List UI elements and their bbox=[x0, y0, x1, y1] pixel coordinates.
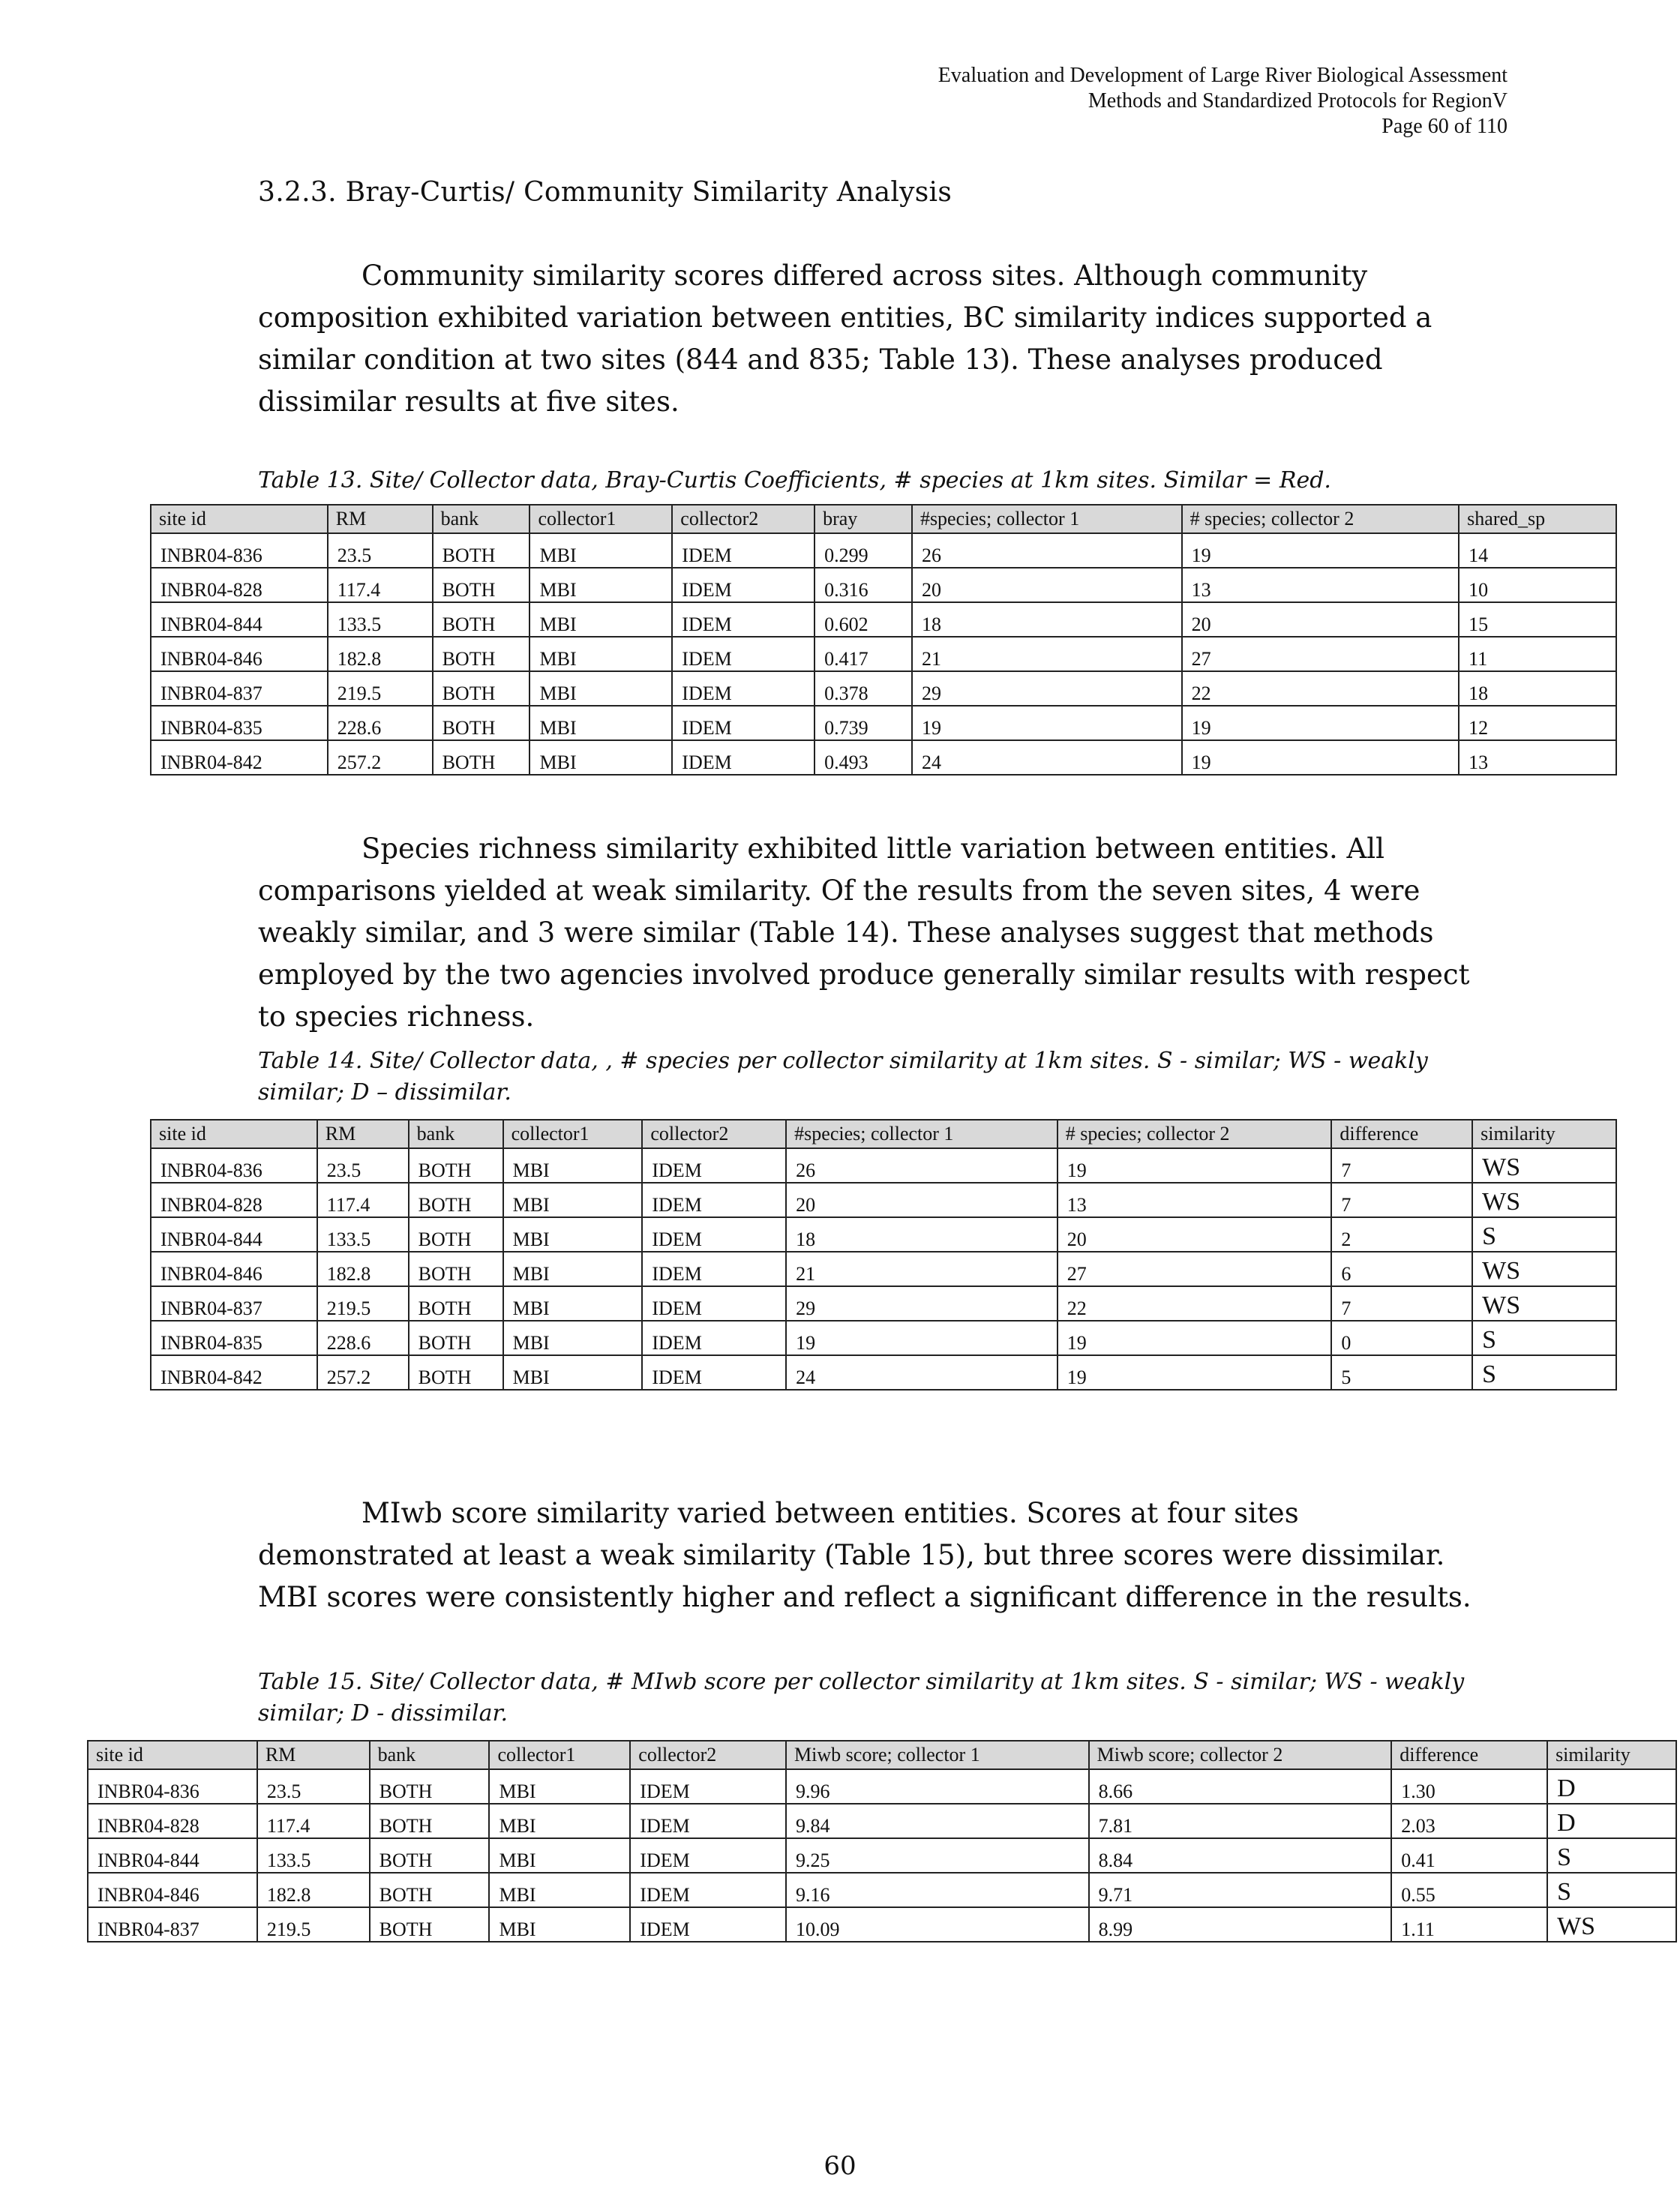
table-cell: 19 bbox=[912, 706, 1182, 740]
table-cell: 0.316 bbox=[814, 568, 912, 602]
table-header-row bbox=[151, 505, 1616, 533]
table-cell: 27 bbox=[1182, 637, 1460, 671]
table-cell: IDEM bbox=[642, 1355, 786, 1390]
table-cell: 21 bbox=[912, 637, 1182, 671]
table-cell: BOTH bbox=[370, 1838, 490, 1873]
table-cell: IDEM bbox=[672, 706, 814, 740]
table-cell: 19 bbox=[1182, 533, 1460, 568]
column-header: site id bbox=[88, 1741, 257, 1769]
table-cell: IDEM bbox=[642, 1217, 786, 1252]
table-cell: D bbox=[1547, 1769, 1676, 1804]
table-cell: INBR04-836 bbox=[151, 1148, 317, 1183]
table13-caption: Table 13. Site/ Collector data, Bray-Curtis Coefficients, # species at 1km sites. Similar = Red. bbox=[258, 467, 1331, 494]
table-cell: 219.5 bbox=[328, 671, 433, 706]
table-cell: IDEM bbox=[630, 1804, 786, 1838]
table-cell: BOTH bbox=[433, 706, 530, 740]
table-cell: IDEM bbox=[672, 740, 814, 775]
table-cell: 24 bbox=[912, 740, 1182, 775]
table-cell: 228.6 bbox=[317, 1321, 409, 1355]
table-cell: INBR04-835 bbox=[151, 706, 328, 740]
table-cell: 0.417 bbox=[814, 637, 912, 671]
table-row bbox=[151, 740, 1616, 775]
column-header: collector1 bbox=[489, 1741, 630, 1769]
table-cell: 20 bbox=[1058, 1217, 1332, 1252]
table-cell: 182.8 bbox=[257, 1873, 370, 1907]
table-cell: 0.378 bbox=[814, 671, 912, 706]
column-header: Miwb score; collector 1 bbox=[786, 1741, 1089, 1769]
column-header: RM bbox=[317, 1120, 409, 1148]
table-cell: 257.2 bbox=[328, 740, 433, 775]
table-cell: MBI bbox=[503, 1286, 643, 1321]
header-page-count: Page 60 of 110 bbox=[1382, 115, 1508, 138]
column-header: difference bbox=[1331, 1120, 1472, 1148]
table-row bbox=[88, 1907, 1676, 1942]
table-cell: MBI bbox=[530, 706, 672, 740]
table-cell: 13 bbox=[1459, 740, 1616, 775]
column-header: bank bbox=[370, 1741, 490, 1769]
table-header-row bbox=[88, 1741, 1676, 1769]
table-row bbox=[151, 1321, 1616, 1355]
column-header: difference bbox=[1391, 1741, 1547, 1769]
table-cell: S bbox=[1472, 1217, 1616, 1252]
table-cell: 117.4 bbox=[328, 568, 433, 602]
table-cell: 7 bbox=[1331, 1148, 1472, 1183]
column-header: Miwb score; collector 2 bbox=[1089, 1741, 1392, 1769]
table-cell: INBR04-844 bbox=[151, 1217, 317, 1252]
table-cell: MBI bbox=[530, 671, 672, 706]
table-cell: BOTH bbox=[433, 602, 530, 637]
table-cell: BOTH bbox=[370, 1873, 490, 1907]
table-cell: IDEM bbox=[642, 1148, 786, 1183]
table-cell: 29 bbox=[912, 671, 1182, 706]
table-cell: 23.5 bbox=[257, 1769, 370, 1804]
table-cell: 0.493 bbox=[814, 740, 912, 775]
table-cell: 23.5 bbox=[328, 533, 433, 568]
table-cell: 1.30 bbox=[1391, 1769, 1547, 1804]
table-cell: IDEM bbox=[672, 671, 814, 706]
table-cell: MBI bbox=[489, 1873, 630, 1907]
table-cell: 117.4 bbox=[257, 1804, 370, 1838]
table-cell: 7 bbox=[1331, 1183, 1472, 1217]
table-cell: 26 bbox=[912, 533, 1182, 568]
table-cell: INBR04-828 bbox=[151, 568, 328, 602]
column-header: collector1 bbox=[503, 1120, 643, 1148]
table-cell: MBI bbox=[489, 1804, 630, 1838]
table-cell: 0.41 bbox=[1391, 1838, 1547, 1873]
table-cell: MBI bbox=[503, 1148, 643, 1183]
table-cell: BOTH bbox=[433, 533, 530, 568]
column-header: shared_sp bbox=[1459, 505, 1616, 533]
column-header: bank bbox=[409, 1120, 503, 1148]
table-cell: 18 bbox=[912, 602, 1182, 637]
table-cell: WS bbox=[1547, 1907, 1676, 1942]
table-cell: 19 bbox=[1182, 706, 1460, 740]
column-header: collector2 bbox=[672, 505, 814, 533]
table-cell: BOTH bbox=[409, 1252, 503, 1286]
table-cell: 133.5 bbox=[257, 1838, 370, 1873]
table-cell: 0.739 bbox=[814, 706, 912, 740]
column-header: RM bbox=[328, 505, 433, 533]
table-cell: 13 bbox=[1182, 568, 1460, 602]
table-cell: 10.09 bbox=[786, 1907, 1089, 1942]
column-header: collector2 bbox=[642, 1120, 786, 1148]
table-cell: 8.84 bbox=[1089, 1838, 1392, 1873]
table-cell: BOTH bbox=[370, 1769, 490, 1804]
table-cell: BOTH bbox=[409, 1217, 503, 1252]
column-header: collector1 bbox=[530, 505, 672, 533]
table-cell: IDEM bbox=[672, 602, 814, 637]
table-cell: 7 bbox=[1331, 1286, 1472, 1321]
table-15 bbox=[87, 1740, 1677, 1942]
table-cell: INBR04-844 bbox=[151, 602, 328, 637]
column-header: site id bbox=[151, 505, 328, 533]
table-cell: 133.5 bbox=[328, 602, 433, 637]
table-cell: BOTH bbox=[409, 1148, 503, 1183]
table-cell: 9.25 bbox=[786, 1838, 1089, 1873]
table-cell: 19 bbox=[1058, 1321, 1332, 1355]
table-cell: 7.81 bbox=[1089, 1804, 1392, 1838]
table-cell: IDEM bbox=[672, 568, 814, 602]
table-row bbox=[151, 1252, 1616, 1286]
column-header: # species; collector 2 bbox=[1182, 505, 1460, 533]
header-title-line1: Evaluation and Development of Large River Biological Assessment bbox=[938, 64, 1508, 87]
table-cell: 19 bbox=[1058, 1148, 1332, 1183]
table-cell: WS bbox=[1472, 1148, 1616, 1183]
table-cell: BOTH bbox=[433, 671, 530, 706]
table-14 bbox=[150, 1119, 1617, 1390]
table-cell: IDEM bbox=[642, 1252, 786, 1286]
table-cell: IDEM bbox=[642, 1183, 786, 1217]
table-cell: 8.66 bbox=[1089, 1769, 1392, 1804]
column-header: site id bbox=[151, 1120, 317, 1148]
table-cell: MBI bbox=[530, 568, 672, 602]
table-cell: 19 bbox=[1058, 1355, 1332, 1390]
table15-caption: Table 15. Site/ Collector data, # MIwb score per collector similarity at 1km sites. S - similar; WS - weakly similar; D - dissimilar. bbox=[258, 1669, 1465, 1726]
table-cell: 2.03 bbox=[1391, 1804, 1547, 1838]
table-cell: INBR04-837 bbox=[151, 671, 328, 706]
table14-caption: Table 14. Site/ Collector data, , # species per collector similarity at 1km sites. S - similar; WS - weakly similar; D – dissimilar. bbox=[258, 1048, 1428, 1106]
table-cell: INBR04-828 bbox=[151, 1183, 317, 1217]
table-cell: 14 bbox=[1459, 533, 1616, 568]
table-cell: INBR04-837 bbox=[151, 1286, 317, 1321]
table-cell: BOTH bbox=[409, 1286, 503, 1321]
table-row bbox=[151, 671, 1616, 706]
page-number: 60 bbox=[824, 2151, 856, 2181]
table-cell: BOTH bbox=[409, 1183, 503, 1217]
table-cell: 20 bbox=[786, 1183, 1058, 1217]
table-row bbox=[151, 1183, 1616, 1217]
table-cell: 1.11 bbox=[1391, 1907, 1547, 1942]
table-cell: 117.4 bbox=[317, 1183, 409, 1217]
table-cell: 9.84 bbox=[786, 1804, 1089, 1838]
table-cell: BOTH bbox=[370, 1804, 490, 1838]
table-cell: MBI bbox=[503, 1321, 643, 1355]
table-cell: MBI bbox=[489, 1907, 630, 1942]
table-cell: BOTH bbox=[433, 740, 530, 775]
table-cell: 133.5 bbox=[317, 1217, 409, 1252]
table-cell: IDEM bbox=[630, 1838, 786, 1873]
paragraph-species-richness: Species richness similarity exhibited little variation between entities. All comparisons yielded at weak similarity. Of the results from the seven sites, 4 were weakly similar, and 3 were similar (Table 14). These analyses suggest that methods employed by the two agencies involved produce generally similar results with respect to species richness. bbox=[258, 832, 1470, 1033]
table-cell: MBI bbox=[530, 602, 672, 637]
table-cell: 8.99 bbox=[1089, 1907, 1392, 1942]
table-cell: 0.602 bbox=[814, 602, 912, 637]
table-row bbox=[88, 1838, 1676, 1873]
table-cell: 219.5 bbox=[257, 1907, 370, 1942]
paragraph-miwb-score: MIwb score similarity varied between entities. Scores at four sites demonstrated at least a weak similarity (Table 15), but three scores were dissimilar. MBI scores were consistently higher and reflect a significant difference in the results. bbox=[258, 1497, 1472, 1613]
table-row bbox=[151, 602, 1616, 637]
table-row bbox=[151, 533, 1616, 568]
table-cell: 24 bbox=[786, 1355, 1058, 1390]
table-cell: IDEM bbox=[672, 533, 814, 568]
table-cell: 5 bbox=[1331, 1355, 1472, 1390]
table-cell: BOTH bbox=[370, 1907, 490, 1942]
table-cell: 19 bbox=[786, 1321, 1058, 1355]
table-cell: 15 bbox=[1459, 602, 1616, 637]
table-cell: MBI bbox=[489, 1838, 630, 1873]
table-cell: MBI bbox=[503, 1217, 643, 1252]
table-cell: IDEM bbox=[642, 1286, 786, 1321]
column-header: bank bbox=[433, 505, 530, 533]
table-cell: S bbox=[1472, 1355, 1616, 1390]
table-cell: MBI bbox=[503, 1183, 643, 1217]
table-row bbox=[151, 1217, 1616, 1252]
table-cell: 228.6 bbox=[328, 706, 433, 740]
paragraph-community-similarity: Community similarity scores differed across sites. Although community composition exhibited variation between entities, BC similarity indices supported a similar condition at two sites (844 and 835; Table 13). These analyses produced dissimilar results at five sites. bbox=[258, 260, 1432, 418]
table-cell: INBR04-836 bbox=[151, 533, 328, 568]
page-header bbox=[938, 63, 1508, 140]
table-cell: 9.96 bbox=[786, 1769, 1089, 1804]
table-cell: MBI bbox=[530, 533, 672, 568]
table-cell: INBR04-837 bbox=[88, 1907, 257, 1942]
table-cell: MBI bbox=[503, 1252, 643, 1286]
column-header: bray bbox=[814, 505, 912, 533]
table-cell: BOTH bbox=[433, 568, 530, 602]
table-cell: 182.8 bbox=[317, 1252, 409, 1286]
table-row bbox=[151, 706, 1616, 740]
table-cell: 18 bbox=[1459, 671, 1616, 706]
column-header: # species; collector 2 bbox=[1058, 1120, 1332, 1148]
column-header: collector2 bbox=[630, 1741, 786, 1769]
table-cell: 2 bbox=[1331, 1217, 1472, 1252]
table-cell: IDEM bbox=[630, 1873, 786, 1907]
column-header: similarity bbox=[1472, 1120, 1616, 1148]
table-cell: WS bbox=[1472, 1252, 1616, 1286]
table-row bbox=[151, 637, 1616, 671]
table-cell: 19 bbox=[1182, 740, 1460, 775]
table-row bbox=[88, 1769, 1676, 1804]
table-cell: INBR04-842 bbox=[151, 740, 328, 775]
table-cell: 0.55 bbox=[1391, 1873, 1547, 1907]
table-cell: INBR04-836 bbox=[88, 1769, 257, 1804]
table-row bbox=[151, 1355, 1616, 1390]
table-cell: 11 bbox=[1459, 637, 1616, 671]
table-cell: IDEM bbox=[672, 637, 814, 671]
table-cell: BOTH bbox=[409, 1321, 503, 1355]
table-cell: 0 bbox=[1331, 1321, 1472, 1355]
table-cell: 10 bbox=[1459, 568, 1616, 602]
table-cell: 20 bbox=[1182, 602, 1460, 637]
table-cell: 22 bbox=[1182, 671, 1460, 706]
table-cell: INBR04-846 bbox=[151, 637, 328, 671]
table-cell: S bbox=[1547, 1873, 1676, 1907]
table-cell: S bbox=[1472, 1321, 1616, 1355]
table-header-row bbox=[151, 1120, 1616, 1148]
table-cell: MBI bbox=[489, 1769, 630, 1804]
table-row bbox=[151, 1286, 1616, 1321]
column-header: RM bbox=[257, 1741, 370, 1769]
table-cell: 6 bbox=[1331, 1252, 1472, 1286]
table-cell: INBR04-846 bbox=[88, 1873, 257, 1907]
table-cell: 219.5 bbox=[317, 1286, 409, 1321]
table-cell: 18 bbox=[786, 1217, 1058, 1252]
section-title: 3.2.3. Bray-Curtis/ Community Similarity Analysis bbox=[258, 177, 952, 208]
header-title-line2: Methods and Standardized Protocols for RegionV bbox=[1088, 89, 1508, 112]
table-cell: 20 bbox=[912, 568, 1182, 602]
table-cell: INBR04-828 bbox=[88, 1804, 257, 1838]
table-cell: 12 bbox=[1459, 706, 1616, 740]
table-cell: WS bbox=[1472, 1183, 1616, 1217]
table-13 bbox=[150, 504, 1617, 776]
table-cell: BOTH bbox=[433, 637, 530, 671]
table-cell: D bbox=[1547, 1804, 1676, 1838]
table-cell: 9.71 bbox=[1089, 1873, 1392, 1907]
table-cell: INBR04-846 bbox=[151, 1252, 317, 1286]
table-cell: INBR04-835 bbox=[151, 1321, 317, 1355]
column-header: #species; collector 1 bbox=[786, 1120, 1058, 1148]
table-cell: 13 bbox=[1058, 1183, 1332, 1217]
table-cell: 23.5 bbox=[317, 1148, 409, 1183]
table-cell: 22 bbox=[1058, 1286, 1332, 1321]
table-cell: INBR04-844 bbox=[88, 1838, 257, 1873]
table-cell: 257.2 bbox=[317, 1355, 409, 1390]
column-header: similarity bbox=[1547, 1741, 1676, 1769]
table-row bbox=[88, 1873, 1676, 1907]
table-cell: 21 bbox=[786, 1252, 1058, 1286]
table-row bbox=[151, 1148, 1616, 1183]
table-row bbox=[151, 568, 1616, 602]
column-header: #species; collector 1 bbox=[912, 505, 1182, 533]
table-cell: 0.299 bbox=[814, 533, 912, 568]
table-cell: BOTH bbox=[409, 1355, 503, 1390]
table-cell: IDEM bbox=[642, 1321, 786, 1355]
table-row bbox=[88, 1804, 1676, 1838]
table-cell: IDEM bbox=[630, 1907, 786, 1942]
table-cell: 29 bbox=[786, 1286, 1058, 1321]
table-cell: 9.16 bbox=[786, 1873, 1089, 1907]
table-cell: MBI bbox=[503, 1355, 643, 1390]
table-cell: IDEM bbox=[630, 1769, 786, 1804]
table-cell: WS bbox=[1472, 1286, 1616, 1321]
table-cell: S bbox=[1547, 1838, 1676, 1873]
table-cell: 27 bbox=[1058, 1252, 1332, 1286]
table-cell: 26 bbox=[786, 1148, 1058, 1183]
table-cell: MBI bbox=[530, 740, 672, 775]
table-cell: MBI bbox=[530, 637, 672, 671]
table-cell: INBR04-842 bbox=[151, 1355, 317, 1390]
table-cell: 182.8 bbox=[328, 637, 433, 671]
